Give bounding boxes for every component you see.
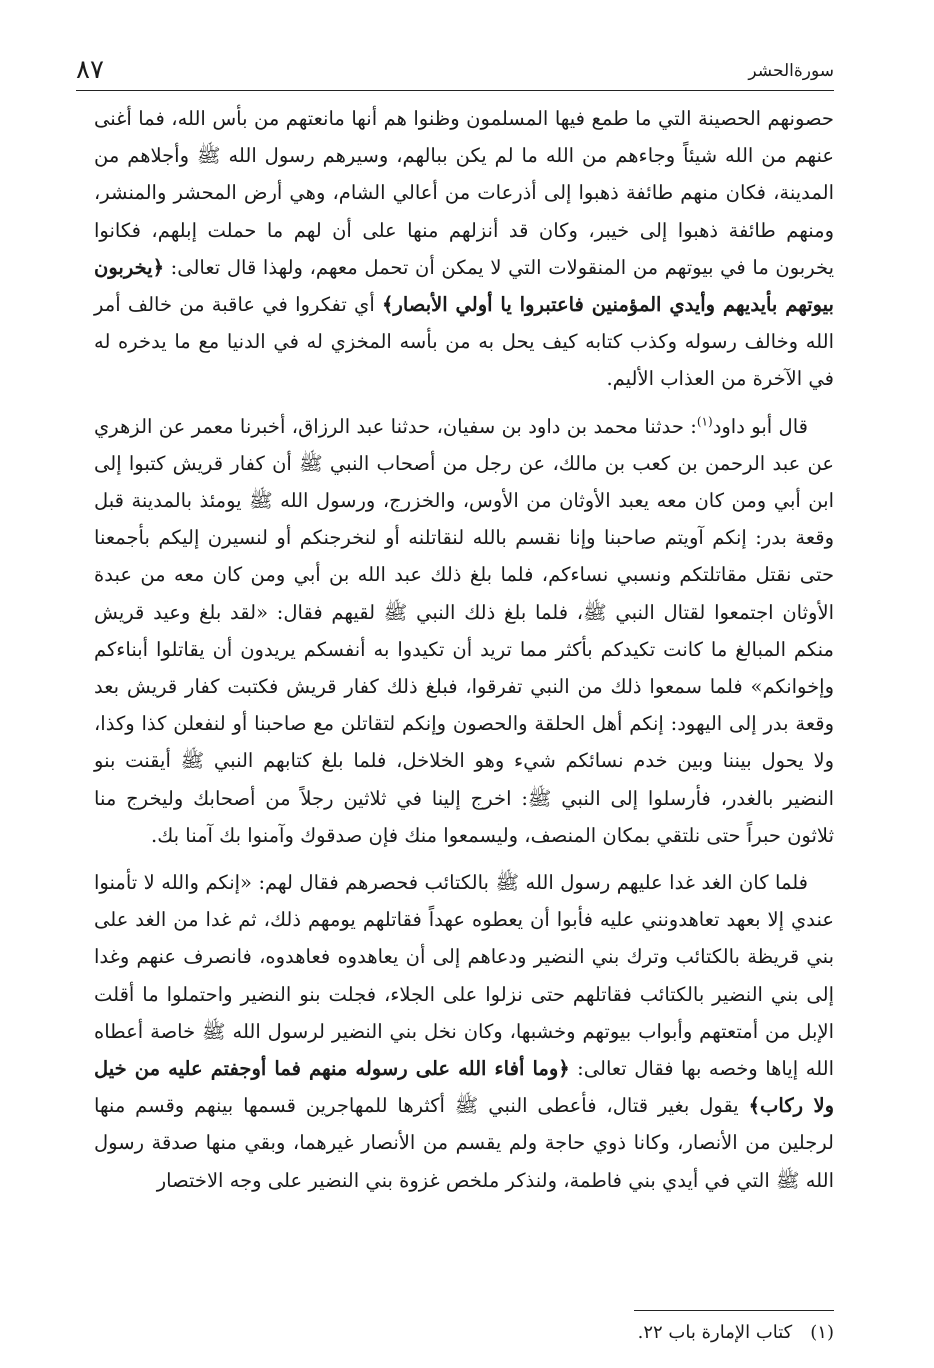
paragraph <box>94 864 834 1199</box>
paragraph <box>94 100 834 398</box>
paragraph <box>94 408 834 854</box>
text-segment: حصونهم الحصينة التي ما طمع فيها المسلمون وظنوا هم أنها مانعتهم من بأس الله، فما أغنى عنهم من الله شيئاً وجاءهم من الله ما لم يكن ببالهم، وسيرهم رسول الله ﷺ وأجلاهم من المدينة، فكان منهم طائفة ذهبوا إلى أذرعات من أعالي الشام، وهي أرض المحشر والمنشر، ومنهم طائفة ذهبوا إلى خيبر، وكان قد أنزلهم منها على أن لهم ما حملت إبلهم، فكانوا يخربون ما في بيوتهم من المنقولات التي لا يمكن أن تحمل معهم، ولهذا قال تعالى: <box>94 107 834 279</box>
footnote-divider <box>634 1310 834 1311</box>
footnote <box>94 1318 834 1348</box>
surah-title: سورةالحشر <box>748 61 834 81</box>
main-text <box>94 100 834 1199</box>
page-number: ٨٧ <box>76 55 104 85</box>
text-segment: فلما كان الغد غدا عليهم رسول الله ﷺ بالكتائب فحصرهم فقال لهم: «إنكم والله لا تأمنوا عندي إلا بعهد تعاهدونني عليه فأبوا أن يعطوه عهداً فقاتلهم يومهم ذلك، ثم غدا من الغد على بني قريظة بالكتائب وترك بني النضير ودعاهم إلى أن يعاهدوه فعاهدوه، فانصرف عنهم وغدا إلى بني النضير بالكتائب فقاتلهم حتى نزلوا على الجلاء، فجلت بنو النضير واحتملوا ما أقلت الإبل من أمتعتهم وأبواب بيوتهم وخشبها، وكان نخل بني النضير لرسول الله ﷺ خاصة أعطاه الله إياها وخصه بها فقال تعالى: <box>94 871 834 1081</box>
text-segment: يقول بغير قتال، فأعطى النبي ﷺ أكثرها للمهاجرين قسمها بينهم وقسم منها لرجلين من الأنصار، وكانا ذوي حاجة ولم يقسم من الأنصار غيرهما، وبقي منها صدقة رسول الله ﷺ التي في أيدي بني فاطمة، ولنذكر ملخص غزوة بني النضير على وجه الاختصار <box>94 1094 834 1192</box>
text-segment: أي تفكروا في عاقبة من خالف أمر الله وخالف رسوله وكذب كتابه كيف يحل به من بأسه المخزي له في الدنيا مع ما يدخره له في الآخرة من العذاب الأليم. <box>94 293 834 391</box>
quran-verse: ﴿وما أفاء الله على رسوله منهم فما أوجفتم عليه من خيل ولا ركاب﴾ <box>94 1057 834 1118</box>
footnote-text: كتاب الإمارة باب ٢٢. <box>637 1322 793 1343</box>
text-segment: : حدثنا محمد بن داود بن سفيان، حدثنا عبد الرزاق، أخبرنا معمر عن الزهري عن عبد الرحمن بن كعب بن مالك، عن رجل من أصحاب النبي ﷺ أن كفار قريش كتبوا إلى ابن أبي ومن كان معه يعبد الأوثان من الأوس، والخزرج، ورسول الله ﷺ يومئذ بالمدينة قبل وقعة بدر: إنكم آويتم صاحبنا وإنا نقسم بالله لنقاتلنه أو لنخرجنكم أو لنسيرن إليكم بأجمعنا حتى نقتل مقاتلتكم ونسبي نساءكم، فلما بلغ ذلك عبد الله بن أبي ومن كان معه من عبدة الأوثان اجتمعوا لقتال النبي ﷺ، فلما بلغ ذلك النبي ﷺ لقيهم فقال: «لقد بلغ وعيد قريش منكم المبالغ ما كانت تكيدكم بأكثر مما تريد أن تكيدوا به أنفسكم يريدون أن يقاتلوا أبناءكم وإخوانكم» فلما سمعوا ذلك من النبي تفرقوا، فبلغ ذلك كفار قريش فكتبت كفار قريش بعد وقعة بدر إلى اليهود: إنكم أهل الحلقة والحصون وإنكم لتقاتلن مع صاحبنا أو لنفعلن كذا وكذا، ولا يحول بيننا وبين خدم نسائكم شيء وهو الخلاخل، فلما بلغ كتابهم النبي ﷺ أيقنت بنو النضير بالغدر، فأرسلوا إلى النبي ﷺ: اخرج إلينا في ثلاثين رجلاً من أصحابك وليخرج منا ثلاثون حبراً حتى نلتقي بمكان المنصف، وليسمعوا منك فإن صدقوك وآمنوا بك آمنا بك. <box>94 414 834 847</box>
page-header <box>76 52 834 91</box>
text-segment: قال أبو داود <box>712 414 808 438</box>
quran-verse: ﴿يخربون بيوتهم بأيديهم وأيدي المؤمنين فاعتبروا يا أولي الأبصار﴾ <box>94 255 834 317</box>
footnote-number: (١) <box>810 1322 834 1343</box>
footnote-reference: (١) <box>696 414 713 429</box>
